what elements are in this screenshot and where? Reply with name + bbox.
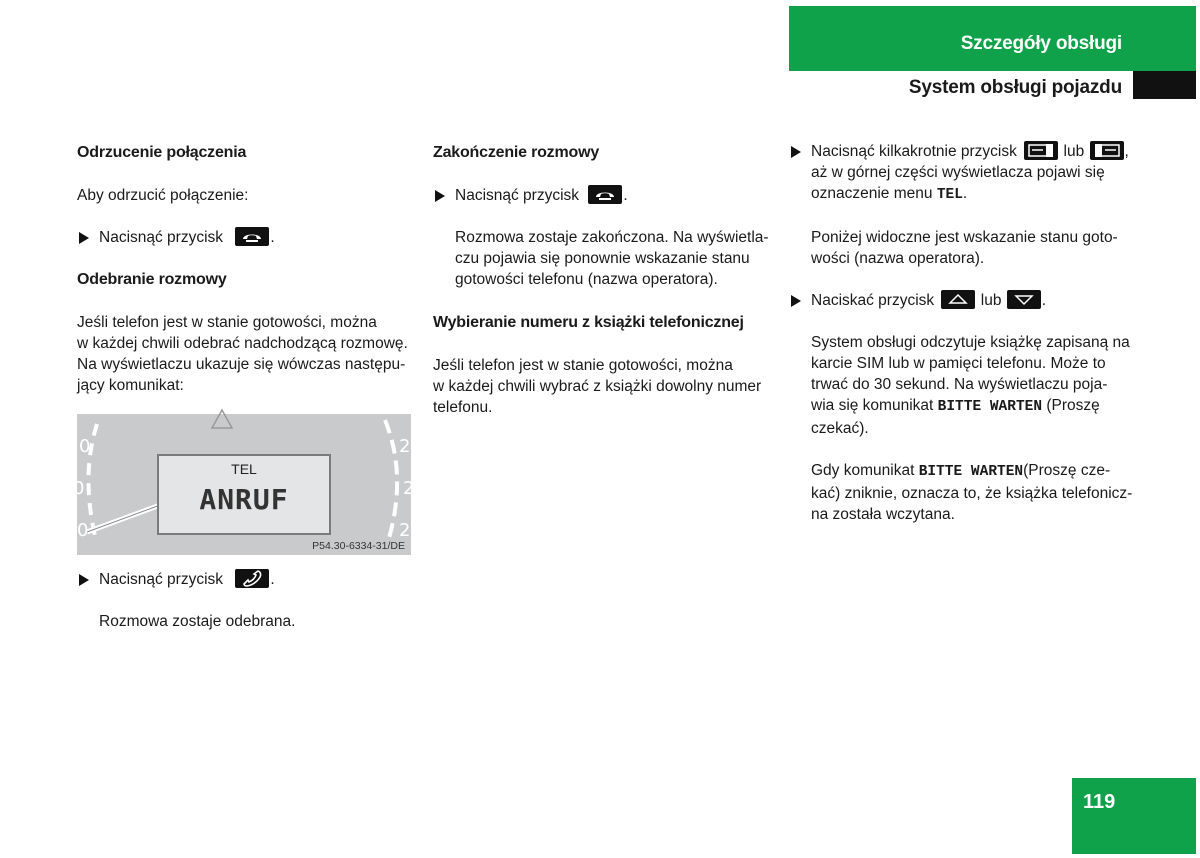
answer-para-line: Na wyświetlaczu ukazuje się wówczas następu- bbox=[77, 356, 406, 373]
svg-text:0: 0 bbox=[73, 478, 85, 499]
svg-text:2: 2 bbox=[403, 478, 415, 499]
lcd-menu-label: TEL bbox=[231, 461, 257, 477]
heading-end-call: Zakończenie rozmowy bbox=[433, 144, 600, 161]
reject-intro: Aby odrzucić połączenie: bbox=[77, 187, 249, 204]
pick-up-key-icon bbox=[235, 569, 269, 588]
end-call-step: Nacisnąć przycisk . bbox=[433, 185, 778, 206]
svg-text:0: 0 bbox=[79, 436, 91, 457]
answer-para-line: Jeśli telefon jest w stanie gotowości, można bbox=[77, 314, 377, 331]
answer-result: Rozmowa zostaje odebrana. bbox=[99, 613, 296, 630]
hang-up-key-icon bbox=[588, 185, 622, 204]
instrument-display-image bbox=[73, 414, 415, 555]
phonebook-read-line: trwać do 30 sekund. Na wyświetlaczu poja- bbox=[811, 376, 1108, 393]
chapter-title: Szczegóły obsługi bbox=[960, 33, 1122, 54]
menu-step-line: aż w górnej części wyświetlacza pojawi się bbox=[811, 164, 1105, 181]
answer-para-line: jący komunikat: bbox=[77, 377, 184, 394]
menu-back-key-icon bbox=[1024, 141, 1058, 160]
hang-up-key-icon bbox=[235, 227, 269, 246]
svg-text:2: 2 bbox=[399, 436, 411, 457]
phonebook-read-line: wia się komunikat BITTE WARTEN (Proszę bbox=[811, 397, 1100, 415]
phonebook-read-line: czekać). bbox=[811, 420, 869, 437]
heading-reject-call: Odrzucenie połączenia bbox=[77, 144, 247, 161]
status-note-line: Poniżej widoczne jest wskazanie stanu goto- bbox=[811, 229, 1118, 246]
menu-tel-label: TEL bbox=[936, 187, 963, 203]
status-note-line: wości (nazwa operatora). bbox=[811, 250, 985, 267]
page-number-tab bbox=[1072, 778, 1196, 854]
svg-text:2: 2 bbox=[399, 520, 411, 541]
menu-step-line: oznaczenie menu TEL. bbox=[811, 185, 968, 203]
down-key-icon bbox=[1007, 290, 1041, 309]
phonebook-para-line: telefonu. bbox=[433, 399, 493, 416]
loaded-line: na została wczytana. bbox=[811, 506, 955, 523]
page-number: 119 bbox=[1083, 791, 1116, 813]
scroll-step: Naciskać przycisk lub . bbox=[789, 290, 1134, 311]
phonebook-para-line: w każdej chwili wybrać z książki dowolny numer bbox=[433, 378, 762, 395]
column-3 bbox=[789, 141, 1134, 525]
phonebook-para-line: Jeśli telefon jest w stanie gotowości, można bbox=[433, 357, 733, 374]
loaded-line: kać) zniknie, oznacza to, że książka telefonicz- bbox=[811, 485, 1133, 502]
step-arrow-icon bbox=[79, 232, 89, 244]
column-2 bbox=[433, 142, 778, 418]
column-1 bbox=[77, 142, 417, 396]
answer-para-line: w każdej chwili odebrać nadchodzącą rozmowę. bbox=[77, 335, 408, 352]
end-call-result-line: gotowości telefonu (nazwa operatora). bbox=[455, 271, 718, 288]
answer-step: Nacisnąć przycisk . bbox=[77, 569, 417, 590]
step-arrow-icon bbox=[79, 574, 89, 586]
end-call-result-line: Rozmowa zostaje zakończona. Na wyświetla- bbox=[455, 229, 769, 246]
step-arrow-icon bbox=[791, 146, 801, 158]
menu-step: Nacisnąć kilkakrotnie przycisk lub , bbox=[789, 141, 1134, 162]
heading-phonebook-dial: Wybieranie numeru z książki telefonicznej bbox=[433, 314, 744, 331]
menu-forward-key-icon bbox=[1090, 141, 1124, 160]
svg-text:0: 0 bbox=[77, 520, 89, 541]
lcd-screen bbox=[157, 454, 331, 535]
phonebook-read-line: karcie SIM lub w pamięci telefonu. Może to bbox=[811, 355, 1106, 372]
step-arrow-icon bbox=[435, 190, 445, 202]
loaded-line: Gdy komunikat BITTE WARTEN(Proszę cze- bbox=[811, 462, 1111, 480]
lcd-message: ANRUF bbox=[199, 483, 289, 516]
heading-answer-call: Odebranie rozmowy bbox=[77, 271, 227, 288]
bitte-warten-label: BITTE WARTEN bbox=[918, 464, 1024, 480]
bitte-warten-label: BITTE WARTEN bbox=[937, 399, 1043, 415]
end-call-result-line: czu pojawia się ponownie wskazanie stanu bbox=[455, 250, 750, 267]
reject-step: Nacisnąć przycisk . bbox=[77, 227, 417, 248]
section-marker bbox=[1133, 71, 1196, 99]
chapter-banner bbox=[789, 6, 1196, 71]
up-key-icon bbox=[941, 290, 975, 309]
phonebook-read-line: System obsługi odczytuje książkę zapisaną na bbox=[811, 334, 1130, 351]
image-code: P54.30-6334-31/DE bbox=[312, 540, 405, 552]
step-arrow-icon bbox=[791, 295, 801, 307]
section-title: System obsługi pojazdu bbox=[908, 77, 1122, 98]
column-1-lower bbox=[77, 569, 417, 632]
